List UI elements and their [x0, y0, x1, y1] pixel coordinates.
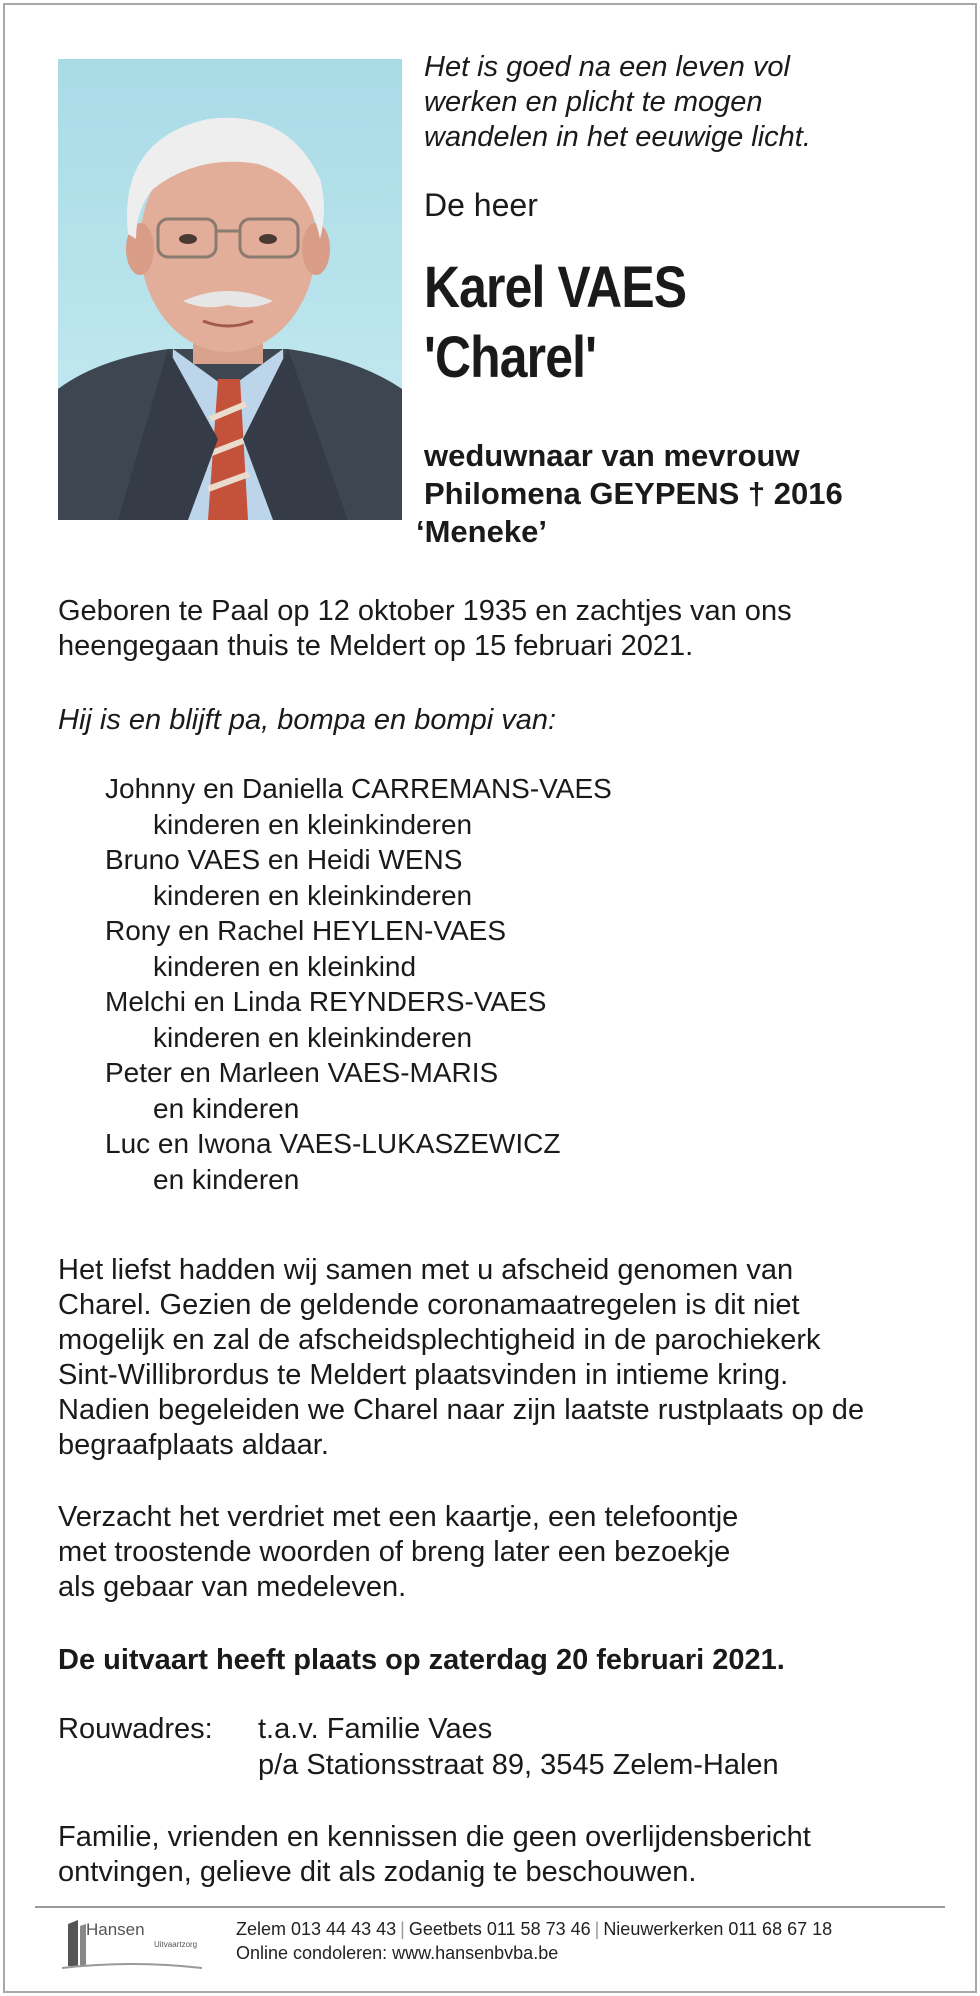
family-names: Luc en Iwona VAES-LUKASZEWICZ — [105, 1128, 561, 1159]
quote-line: Het is goed na een leven vol — [424, 51, 790, 83]
notice-text — [58, 1820, 811, 1890]
family-relation: kinderen en kleinkinderen — [153, 879, 473, 911]
mourning-address — [58, 1711, 779, 1783]
spouse-nickname: ‘Meneke’ — [416, 514, 547, 549]
text-line: Sint-Willibrordus te Meldert plaatsvinden in intieme kring. — [58, 1359, 789, 1391]
text-line: Geboren te Paal op 12 oktober 1935 en zachtjes van ons — [58, 595, 792, 627]
spouse-line: weduwnaar van mevrouw — [424, 438, 800, 473]
text-line: als gebaar van medeleven. — [58, 1571, 407, 1603]
family-relation: en kinderen — [153, 1092, 300, 1124]
nickname: 'Charel' — [424, 325, 597, 390]
memorial-quote — [424, 50, 811, 155]
portrait-photo — [58, 59, 402, 520]
text-line: Charel. Gezien de geldende coronamaatregelen is dit niet — [58, 1289, 800, 1321]
text-line: heengegaan thuis te Meldert op 15 februari 2021. — [58, 630, 694, 662]
birth-death-text — [58, 594, 792, 664]
phone-geetbets: Geetbets 011 58 73 46 — [408, 1919, 591, 1939]
funeral-date: De uitvaart heeft plaats op zaterdag 20 februari 2021. — [58, 1644, 785, 1676]
text-line: ontvingen, gelieve dit als zodanig te beschouwen. — [58, 1856, 697, 1888]
text-line: Familie, vrienden en kennissen die geen overlijdensbericht — [58, 1821, 811, 1853]
text-line: Nadien begeleiden we Charel naar zijn laatste rustplaats op de — [58, 1394, 865, 1426]
address-line-1: t.a.v. Familie Vaes — [258, 1713, 493, 1745]
spouse-line: Philomena GEYPENS † 2016 — [424, 476, 843, 511]
family-relation: kinderen en kleinkinderen — [153, 808, 473, 840]
family-names: Rony en Rachel HEYLEN-VAES — [105, 915, 506, 946]
family-names: Melchi en Linda REYNDERS-VAES — [105, 986, 547, 1017]
address-label: Rouwadres: — [58, 1713, 213, 1745]
family-names: Johnny en Daniella CARREMANS-VAES — [105, 773, 612, 804]
quote-line: werken en plicht te mogen — [424, 86, 763, 118]
phone-nieuwerkerken: Nieuwerkerken 011 68 67 18 — [603, 1919, 833, 1939]
spouse-info — [416, 437, 843, 551]
full-name: Karel VAES — [424, 255, 687, 320]
family-names: Bruno VAES en Heidi WENS — [105, 844, 463, 875]
text-line: mogelijk en zal de afscheidsplechtigheid in de parochiekerk — [58, 1324, 821, 1356]
address-line-2: p/a Stationsstraat 89, 3545 Zelem-Halen — [258, 1749, 779, 1781]
deceased-name — [424, 253, 686, 393]
text-line: Verzacht het verdriet met een kaartje, een telefoontje — [58, 1501, 739, 1533]
text-line: begraafplaats aldaar. — [58, 1429, 329, 1461]
online-condolence-link[interactable]: Online condoleren: www.hansenbvba.be — [236, 1943, 559, 1963]
logo-name: Hansen — [86, 1920, 145, 1939]
text-line: Het liefst hadden wij samen met u afscheid genomen van — [58, 1254, 794, 1286]
family-names: Peter en Marleen VAES-MARIS — [105, 1057, 499, 1088]
comfort-text — [58, 1500, 738, 1605]
title-prefix: De heer — [424, 187, 538, 223]
family-relation: en kinderen — [153, 1163, 300, 1195]
contact-footer: Zelem 013 44 43 43 | Geetbets 011 58 73 46 | Nieuwerkerken 011 68 67 18 Online condoleren: www.hansenbvba.be — [236, 1919, 833, 1963]
farewell-text — [58, 1253, 864, 1463]
text-line: met troostende woorden of breng later een bezoekje — [58, 1536, 731, 1568]
footer-divider — [35, 1906, 945, 1908]
family-intro: Hij is en blijft pa, bompa en bompi van: — [58, 704, 557, 736]
logo-subtitle: Uitvaartzorg — [154, 1940, 198, 1949]
family-list — [105, 771, 612, 1197]
quote-line: wandelen in het eeuwige licht. — [424, 121, 811, 153]
phone-zelem: Zelem 013 44 43 43 — [236, 1919, 397, 1939]
family-relation: kinderen en kleinkinderen — [153, 1021, 473, 1053]
family-relation: kinderen en kleinkind — [153, 950, 417, 982]
